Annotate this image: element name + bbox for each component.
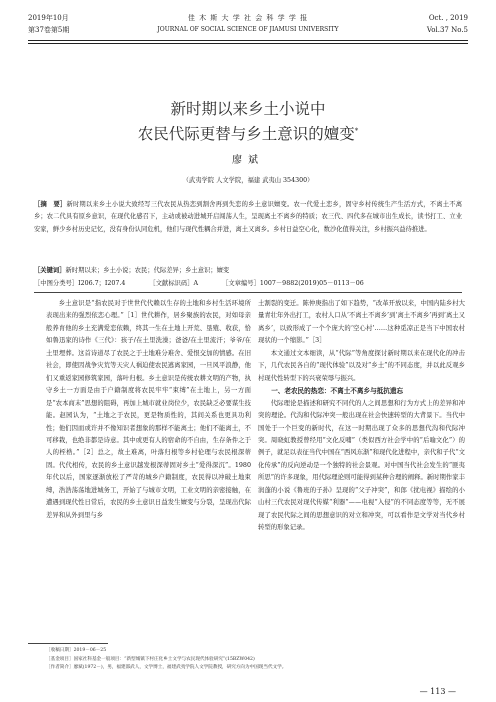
title-footnote-mark: * (354, 127, 359, 135)
keywords-label: ［关键词］ (34, 267, 66, 274)
footnote-rule (28, 643, 108, 644)
section-heading: 一、老农民的热恋：不离土不离乡与抵抗遗忘 (271, 387, 404, 396)
body-paragraph: 本文通过文本细读，从“代际”等角度探讨新时期以来在现代化的冲击下，几代农民各自的“现代体验”以及对“乡土”的不同态度，并以此反观乡村现代性转型下的兴衰荣辱与振兴。 (258, 349, 465, 382)
body-column-left (46, 298, 251, 522)
author-affiliation: （武夷学院 人文学院，福建 武夷山 354300） (182, 177, 314, 184)
abstract-label: ［摘 要］ (34, 201, 67, 208)
title-line-2-text: 农民代际更替与乡土意识的嬗变 (137, 125, 355, 144)
footnote-received: ［收稿日期］2019－06－25 (46, 648, 107, 653)
body-paragraph: 土割裂的变迁。陈仲庚指出了如下趋势，“改革开放以来，中国内陆乡村大量青壮年外出打工，农村人口从‘不离土不离乡’到‘离土不离乡’再到‘离土又离乡’，以致形成了一个个庞大的‘空心村’……这种觅凉正是当下中国农村现状的一个缩影。”［3］ (258, 300, 465, 345)
author-name: 廖斌 (232, 155, 264, 166)
header-date: 2019年10月 (28, 14, 69, 22)
body-column-right (258, 298, 465, 535)
title-line-2 (28, 120, 468, 145)
title-line-1: 新时期以来乡土小说中 (170, 100, 326, 118)
keywords-text: 新时期以来；乡土小说；农民；代际差异；乡土意识；嬗变 (65, 267, 230, 274)
footnote-author: ［作者简介］廖斌(1972－)，男，福建邵武人，文学博士，福建武夷学院人文学院教授，研究方向为中国现当代文学。 (46, 665, 287, 671)
journal-name-cn: 佳 木 斯 大 学 社 会 科 学 学 报 (187, 14, 309, 22)
abstract-separator (34, 292, 462, 293)
journal-name-en: JOURNAL OF SOCIAL SCIENCE OF JIAMUSI UNIVERSITY (157, 26, 339, 33)
abstract (34, 199, 462, 236)
header-rule-thin (28, 43, 468, 44)
footnote-fund: ［基金项目］国家社科基金一般项目：“新型城镇下村庄化乡土文学与农民现代体验研究”(15BZW042) (46, 656, 255, 662)
clc-number: ［中图分类号］I206.7；I207.4 (34, 280, 126, 287)
header-left (28, 12, 69, 36)
body-paragraph: 代际理论是描述和研究不同代的人之间思想和行为方式上的差异和冲突的理论。代沟和代际冲突一般出现在社会快速转型的大背景下。当代中国处于一个巨变的新时代，在这一时期出现了众多的思想代沟和代际冲突。周晓虹教授曾经用“文化反哺”（类似西方社会学中的“后喻文化”）的例子，就足以表征当代中国在“西风东渐”和现代化进程中，亲代和子代“文化传承”的反向逆动是一个独特的社会景观。对中国当代社会发生的“匪夷所思”的许多现象，用代际理论则可能得到某种合理的阐释。新时期作家丰润蓬的小说《鲁班的子孙》呈现的“父子冲突”，和郎《扰电视》描绘的小山村三代农民对现代传媒“利器”——电视“入侵”的不同态度等等，无不展现了农民代际之间的思想意识的对立和冲突，可以看作是文学对当代乡村转型的形象记录。 (258, 399, 465, 532)
header-issue: 第37卷第5期 (28, 26, 70, 34)
article-number: ［文章编号］1007－9882(2019)05－0113－06 (222, 280, 364, 287)
running-header (28, 12, 468, 52)
header-right (427, 12, 468, 36)
abstract-text: 新时期以来乡土小说大致经写三代农民从热恋到割舍再到失恋的乡土意识嬗变。农一代爱土恋乡，固守乡村传统生产生活方式，不离土不离乡；农二代具有原乡意识，在现代化感召下，主动或被动进城开启闯荡人生，呈现离土不离乡的特质；农三代、四代多在城市出生成长，读书打工、立业安家，鲜少乡村历史记忆，没有身份认同危机，他们与现代性耦合并进，离土又离乡。乡村日益空心化，数沙化值得关注，乡村振兴益待推进。 (34, 201, 463, 233)
classification-line (34, 278, 462, 290)
header-vol-en: Vol.37 No.5 (426, 26, 468, 34)
header-rule-thick (28, 40, 468, 41)
document-code: ［文献标识码］A (149, 280, 199, 287)
footnotes (46, 647, 462, 673)
page-number: — 113 — (419, 687, 456, 696)
header-center (138, 12, 358, 36)
article-title (28, 98, 468, 145)
header-date-en: Oct. , 2019 (428, 14, 468, 22)
body-paragraph: 乡土意识是“指农民对于世世代代赖以生存的土地和乡村生活环境所表现出来的强烈依恋心理。”［1］世代耕作，居乡聚族的农民，对如母亲般养育他的乡土充满爱恋依赖，终其一生在土地上开荒、垦殖、收获，恰如鲁迅家的诗作《三代》：孩子/在土里洗澡；爸爸/在土里流汗；爷爷/在土里埋葬。这首诗道尽了农民之于土地难分难舍、爱恨交加的情感。在旧社会，即使因战争灾荒等天灾人祸迫使农民逃离家园，一旦风平浪静，他们又重返家园修筑家园，落叶归根。乡土意识是传统农耕文明的产物，执守乡土一方面是由于户籍制度将农民牢牢“束缚”在土地上，另一方面是“农本商末”思想的阻碍，再加上城市就业岗位少，农民缺乏必要谋生技能。赵园认为，“土地之于农民，更是物质性的，其间关系也更具功利性；他们因而或许并不像知识者想象的那样不能离土；他们不能离土，不可移栽，也绝非都是诗意。其中或更有人的宿命的不自由，生存条件之于人的桎梏。”［2］总之，故土难离，叶落归根等乡村伦理与农民根深蒂固。代代相传，农民的乡土意识越发根深蒂固对乡土“爱得深沉”。1980年代以后，国家逐渐放松了严苛的城乡户籍制度，农民得以冲破土地束缚，浩浩荡荡地进城务工，开始了与城市文明，工业文明的亲密接触，在遭遇到现代性日常后，农民的乡土意识日益发生嬗变与分裂，呈现出代际差异和从外到里与乡 (46, 300, 251, 519)
keywords (34, 265, 462, 277)
